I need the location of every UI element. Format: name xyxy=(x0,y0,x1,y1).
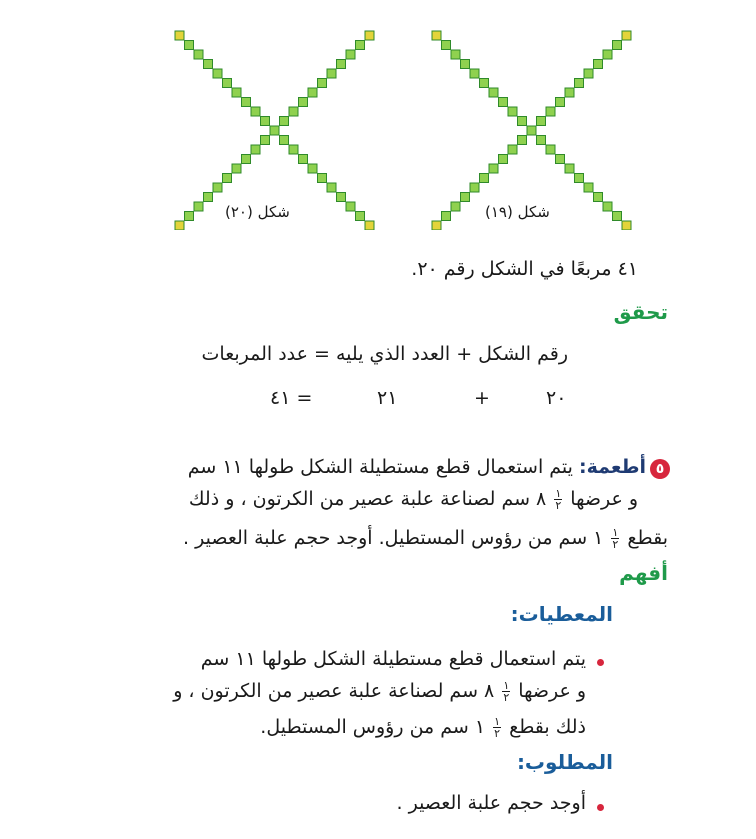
figure-19-square xyxy=(594,60,603,69)
figure-20-square xyxy=(318,174,327,183)
figure-19-square xyxy=(470,183,479,192)
answer-line: ٤١ مربعًا في الشكل رقم ٢٠. xyxy=(411,258,638,280)
figure-20-square xyxy=(251,107,260,116)
figure-19-square xyxy=(556,155,565,164)
figure-19-square xyxy=(565,88,574,97)
figure-19-square xyxy=(565,164,574,173)
given-line-2: و عرضها $\frac{١}{٢}$ ٨ سم لصناعة علبة عصير من الكرتون ، و xyxy=(173,679,586,704)
figure-19-square xyxy=(603,50,612,59)
figure-20-square xyxy=(337,60,346,69)
figure-19-square xyxy=(584,183,593,192)
figure-19-square xyxy=(480,79,489,88)
figure-19-square xyxy=(518,117,527,126)
figure-19-square xyxy=(489,164,498,173)
figure-20-square xyxy=(223,174,232,183)
bullet-marker xyxy=(597,804,604,811)
figure-19-square xyxy=(518,136,527,145)
bullet-marker xyxy=(597,659,604,666)
figure-20-square xyxy=(194,202,203,211)
figure-19-square xyxy=(461,193,470,202)
figure-20-square xyxy=(185,41,194,50)
problem-line-2: و عرضها $\frac{١}{٢}$ ٨ سم لصناعة علبة عصير من الكرتون ، و ذلك xyxy=(188,487,638,512)
fraction-half: $\frac{١}{٢}$ xyxy=(503,679,510,704)
problem-line-3: بقطع $\frac{١}{٢}$ ١ سم من رؤوس المستطيل. أوجد حجم علبة العصير . xyxy=(183,526,668,551)
figure-19-square xyxy=(603,202,612,211)
problem-number-badge xyxy=(650,459,670,479)
problem-title: أطعمة: xyxy=(579,456,646,478)
givens-heading: المعطيات: xyxy=(510,602,613,626)
figure-20-square xyxy=(365,221,374,230)
problem-number: ٥ xyxy=(655,461,665,477)
figure-20-square xyxy=(365,31,374,40)
figure-20-square xyxy=(289,145,298,154)
figure-19-square xyxy=(499,98,508,107)
figure-20-square xyxy=(213,183,222,192)
figure-20-square xyxy=(232,164,241,173)
figure-20-square xyxy=(318,79,327,88)
figure-20-square xyxy=(308,164,317,173)
given-line-1: يتم استعمال قطع مستطيلة الشكل طولها ١١ سم xyxy=(200,648,586,670)
figure-20-square xyxy=(232,88,241,97)
figure-20-square xyxy=(356,212,365,221)
figure-20-square xyxy=(327,69,336,78)
figure-20-square xyxy=(280,117,289,126)
fraction-half: $\frac{١}{٢}$ xyxy=(555,487,562,512)
figure-20-square xyxy=(194,50,203,59)
figure-20-square xyxy=(356,41,365,50)
equation-a: ٢٠ xyxy=(546,387,567,409)
figure-20-square xyxy=(204,60,213,69)
figure-20-caption: شكل (٢٠) xyxy=(225,203,290,221)
figure-19-square xyxy=(537,136,546,145)
figure-19-square xyxy=(546,145,555,154)
figure-20-square xyxy=(213,69,222,78)
figure-19-square xyxy=(508,145,517,154)
figure-20-square xyxy=(251,145,260,154)
figure-20-square xyxy=(327,183,336,192)
figure-19-square xyxy=(622,31,631,40)
figure-20-square xyxy=(261,117,270,126)
figure-19-square xyxy=(451,202,460,211)
figure-20-square xyxy=(185,212,194,221)
figure-20-square xyxy=(223,79,232,88)
figure-20-square xyxy=(346,50,355,59)
figure-20-square xyxy=(308,88,317,97)
figure-19-square xyxy=(470,69,479,78)
figure-20-square xyxy=(175,221,184,230)
figure-19-square xyxy=(489,88,498,97)
figure-20-square xyxy=(270,126,279,135)
equation-plus: + xyxy=(474,387,490,409)
figure-19-square xyxy=(613,212,622,221)
required-heading: المطلوب: xyxy=(516,750,613,774)
figure-19-square xyxy=(594,193,603,202)
fraction-half: $\frac{١}{٢}$ xyxy=(612,526,619,551)
understand-heading: أفهم xyxy=(619,561,668,585)
problem-line-1 xyxy=(188,456,646,478)
figure-19-square xyxy=(613,41,622,50)
fraction-half: $\frac{١}{٢}$ xyxy=(494,715,501,740)
figure-19-square xyxy=(432,221,441,230)
figure-20-square xyxy=(280,136,289,145)
figure-19-square xyxy=(584,69,593,78)
equation-b: ٢١ xyxy=(377,387,398,409)
figure-19-square xyxy=(451,50,460,59)
figure-20-square xyxy=(242,98,251,107)
figure-20-square xyxy=(289,107,298,116)
figure-19-square xyxy=(537,117,546,126)
figures-illustration xyxy=(0,0,756,230)
figure-19-square xyxy=(432,31,441,40)
figure-20-square xyxy=(299,98,308,107)
check-rule: رقم الشكل + العدد الذي يليه = عدد المربعات xyxy=(201,343,568,365)
figure-19-square xyxy=(546,107,555,116)
figure-20-square xyxy=(204,193,213,202)
figure-20-square xyxy=(242,155,251,164)
figure-20-square xyxy=(299,155,308,164)
figure-19-square xyxy=(556,98,565,107)
figure-19-square xyxy=(575,174,584,183)
figure-19-square xyxy=(480,174,489,183)
figure-19-caption: شكل (١٩) xyxy=(485,203,550,221)
figure-19-square xyxy=(442,212,451,221)
given-line-3: ذلك بقطع $\frac{١}{٢}$ ١ سم من رؤوس المستطيل. xyxy=(260,715,586,740)
problem-text-1: يتم استعمال قطع مستطيلة الشكل طولها ١١ سم xyxy=(187,456,579,478)
check-heading: تحقق xyxy=(613,300,668,324)
figure-19-square xyxy=(508,107,517,116)
figure-19-square xyxy=(442,41,451,50)
figure-19-square xyxy=(499,155,508,164)
equation-result: = ٤١ xyxy=(270,387,313,409)
figure-19-square xyxy=(622,221,631,230)
figure-20-square xyxy=(337,193,346,202)
figure-19-square xyxy=(527,126,536,135)
figure-19-square xyxy=(575,79,584,88)
figure-19-square xyxy=(461,60,470,69)
figure-20-square xyxy=(175,31,184,40)
figure-20-square xyxy=(261,136,270,145)
required-line: أوجد حجم علبة العصير . xyxy=(396,792,586,814)
figure-20-square xyxy=(346,202,355,211)
